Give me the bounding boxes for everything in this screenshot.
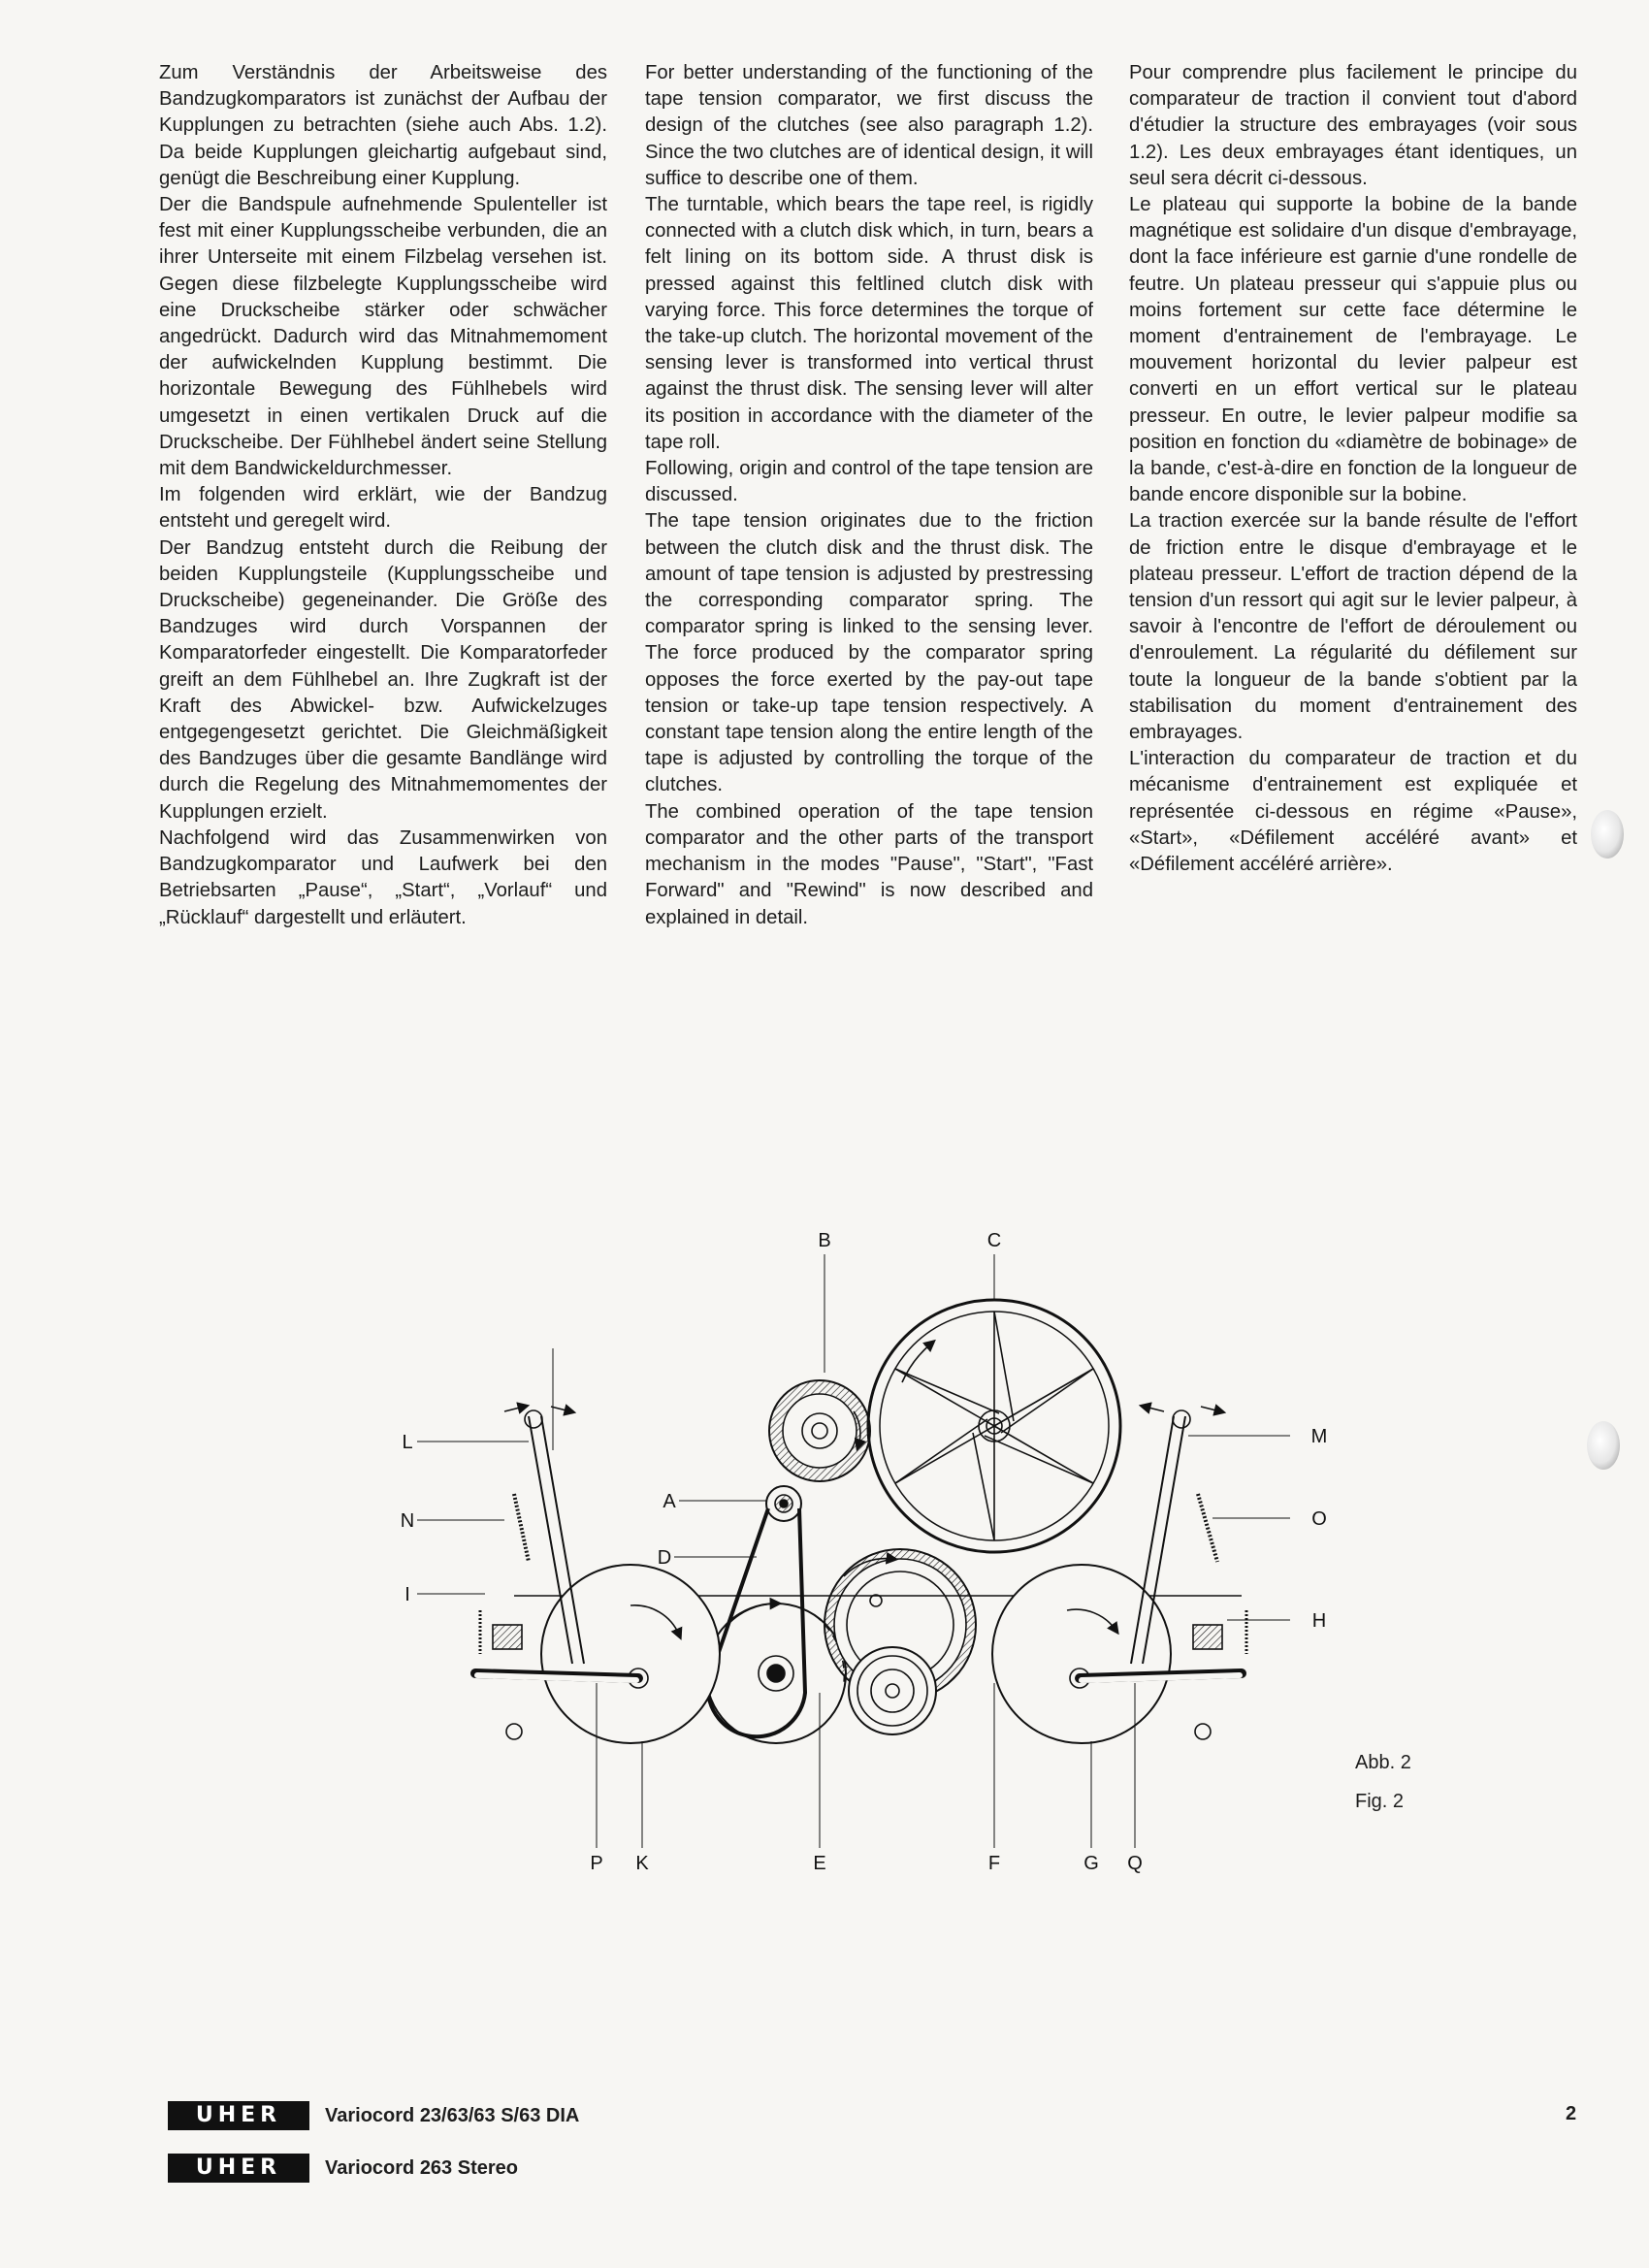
paragraph: Nachfolgend wird das Zusammenwirken von Bandzugkomparator und Laufwerk bei den Betriebsarten „Pause“, „Start“, „Vorlauf“ und „Rücklauf“ dargestellt und erläutert.: [159, 826, 607, 928]
label-f: F: [987, 1853, 1001, 1874]
punch-hole: [1591, 810, 1624, 859]
label-k: K: [635, 1853, 649, 1874]
label-b: B: [818, 1230, 831, 1251]
figure-caption-english: Fig. 2: [1355, 1791, 1405, 1812]
motor-pulley-a: [766, 1486, 801, 1521]
paragraph: L'interaction du comparateur de traction et du mécanisme d'entrainement est expliquée et représentée ci-dessous en régime «Pause», «Start», «Défilement accéléré avant» et «Défilement accéléré arrière».: [1129, 748, 1577, 876]
paragraph: For better understanding of the functioning of the tape tension comparator, we first discuss the design of the clutches (see also paragraph 1.2). Since the two clutches are of identical design, it will suffice to describe one of them.: [645, 62, 1093, 189]
paragraph: Im folgenden wird erklärt, wie der Bandzug entsteht und geregelt wird.: [159, 484, 607, 533]
label-p: P: [590, 1853, 603, 1874]
paragraph: Der die Bandspule aufnehmende Spulenteller ist fest mit einer Kupplungsscheibe verbunden, die an ihrer Unterseite mit einem Filzbelag versehen ist. Gegen diese filzbelegte Kupplungsscheibe wird eine Druckscheibe stärker oder schwächer angedrückt. Dadurch wird das Mitnahmemoment der aufwickelnden Kupplung bestimmt. Die horizontale Bewegung des Fühlhebels wird umgesetzt in einen vertikalen Druck auf die Druckscheibe. Der Fühlhebel ändert seine Stellung mit dem Bandwickeldurchmesser.: [159, 194, 607, 480]
label-g: G: [1083, 1853, 1099, 1874]
label-d: D: [657, 1547, 672, 1569]
label-n: N: [400, 1510, 415, 1532]
label-c: C: [986, 1230, 1002, 1251]
paragraph: Der Bandzug entsteht durch die Reibung der beiden Kupplungsteile (Kupplungsscheibe und Druckscheibe) gegeneinander. Die Größe des Bandzuges wird durch Vorspannen der Komparatorfeder eingestellt. Die Komparatorfeder greift an dem Fühlhebel an. Ihre Zugkraft ist der Kraft des Abwickel- bzw. Aufwickelzuges entgegengesetzt gerichtet. Die Gleichmäßigkeit des Bandzuges über die gesamte Bandlänge wird durch die Regelung des Mitnahmemomentes der Kupplungen erzielt.: [159, 536, 607, 823]
uher-logo: UHER: [168, 2154, 309, 2183]
paragraph: Le plateau qui supporte la bobine de la bande magnétique est solidaire d'un disque d'embrayage, dont la face inférieure est garnie d'une rondelle de feutre. Un plateau presseur qui s'appuie plus ou moins fortement sur cette face détermine le moment d'entrainement de l'embrayage. Le mouvement horizontal du levier palpeur est converti en un effort vertical sur le plateau presseur. En outre, le levier palpeur modifie sa position en fonction du «diamètre de bobinage» de la bande, c'est-à-dire en fonction de la longueur de bande encore disponible sur la bobine.: [1129, 194, 1577, 506]
page-number: 2: [1566, 2103, 1577, 2124]
uher-logo: UHER: [168, 2101, 309, 2130]
text-column-french: [1129, 60, 1577, 878]
intermediate-wheel-f: [824, 1549, 976, 1734]
idler-b: [769, 1380, 870, 1481]
paragraph: The tape tension originates due to the friction between the clutch disk and the thrust disk. The amount of tape tension is adjusted by prestressing the corresponding comparator spring. The comparator spring is linked to the sensing lever. The force produced by the comparator spring opposes the force exerted by the pay-out tape tension or take-up tape tension respectively. A constant tape tension along the entire length of the tape is adjusted by controlling the torque of the clutches.: [645, 510, 1093, 796]
label-a: A: [663, 1491, 676, 1512]
label-h: H: [1311, 1610, 1327, 1632]
reel-turntable-k: [541, 1565, 720, 1743]
text-column-german: [159, 60, 607, 931]
punch-hole: [1587, 1421, 1620, 1470]
label-m: M: [1310, 1426, 1328, 1447]
paragraph: Zum Verständnis der Arbeitsweise des Bandzugkomparators ist zunächst der Aufbau der Kupplungen zu betrachten (siehe auch Abs. 1.2). Da beide Kupplungen gleichartig aufgebaut sind, genügt die Beschreibung einer Kupplung.: [159, 62, 607, 189]
label-o: O: [1311, 1508, 1327, 1530]
label-q: Q: [1127, 1853, 1143, 1874]
paragraph: La traction exercée sur la bande résulte de l'effort de friction entre le disque d'embrayage et le plateau presseur. L'effort de traction dépend de la tension d'un ressort qui agit sur le levier palpeur, à savoir à l'encontre de l'effort de déroulement ou d'enroulement. La régularité du défilement sur toute la longueur de la bande s'obtient par la stabilisation du moment d'entrainement des embrayages.: [1129, 510, 1577, 744]
text-column-english: [645, 60, 1093, 931]
footer-model-line-2: [168, 2154, 518, 2183]
footer-model-line-1: [168, 2101, 579, 2130]
flywheel-c: [868, 1300, 1120, 1552]
drive-belt-d: [708, 1508, 805, 1736]
figure-caption-german: Abb. 2: [1355, 1752, 1411, 1773]
model-name: Variocord 23/63/63 S/63 DIA: [325, 2104, 580, 2126]
paragraph: Following, origin and control of the tape tension are discussed.: [645, 458, 1093, 506]
label-e: E: [813, 1853, 826, 1874]
paragraph: Pour comprendre plus facilement le principe du comparateur de traction il convient tout d'abord d'étudier la structure des embrayages (voir sous 1.2). Les deux embrayages étant identiques, un seul sera décrit ci-dessous.: [1129, 62, 1577, 189]
paragraph: The combined operation of the tape tension comparator and the other parts of the transport mechanism in the modes "Pause", "Start", "Fast Forward" and "Rewind" is now described and explained in detail.: [645, 800, 1093, 928]
tape-transport-diagram: [388, 1227, 1358, 1887]
label-i: I: [404, 1584, 410, 1605]
paragraph: The turntable, which bears the tape reel, is rigidly connected with a clutch disk which, in turn, bears a felt lining on its bottom side. A thrust disk is pressed against this feltlined clutch disk with varying force. This force determines the torque of the take-up clutch. The horizontal movement of the sensing lever is transformed into vertical thrust against the thrust disk. The sensing lever will alter its position in accordance with the diameter of the tape roll.: [645, 194, 1093, 453]
model-name: Variocord 263 Stereo: [325, 2156, 518, 2179]
label-l: L: [402, 1432, 413, 1453]
